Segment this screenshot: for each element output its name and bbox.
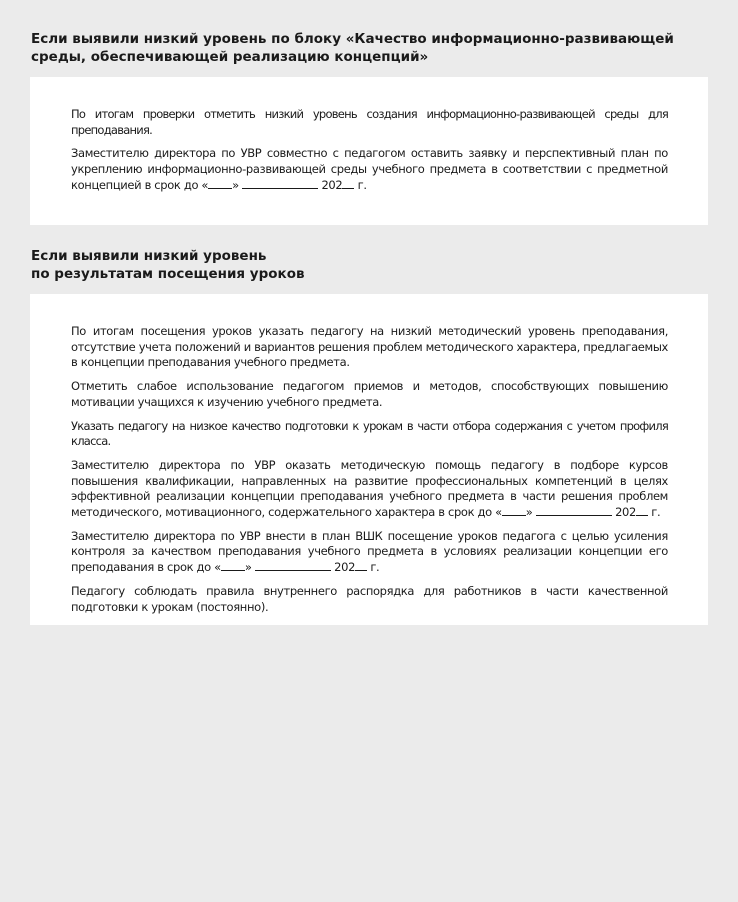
section-1-paragraph-1: По итогам проверки отметить низкий уровень создания информационно-развивающей среды для преподавания. [71, 107, 668, 137]
section-2-paragraph-4 [71, 458, 668, 521]
year-suffix: г. [370, 560, 380, 575]
section-2-title-line-1: Если выявили низкий уровень [31, 248, 267, 264]
section-2-paragraph-6: Педагогу соблюдать правила внутреннего распорядка для работников в части качественной подготовки к урокам (постоянно). [71, 583, 668, 614]
paragraph-text: Заместителю директора по УВР совместно с педагогом оставить заявку и перспективный план по укреплению информационно-развивающей среды учебного предмета в соответствии с предметной концепцией в срок [71, 146, 668, 192]
day-blank-line [221, 560, 245, 571]
date-prefix: до « [196, 560, 221, 575]
year-suffix: г. [357, 177, 367, 192]
section-1-panel [30, 77, 708, 225]
section-2-paragraph-2: Отметить слабое использование педагогом приемов и методов, способствующих повышению мотивации учащихся к изучению учебного предмета. [71, 379, 668, 409]
paragraph-text: Заместителю директора по УВР оказать методическую помощь педагогу в подборе курсов повышения квалификации, направленных на развитие профессиональных компетенций в целях эффективной реализации концепции преподавания учебного предмета в части решения проблем методического, мотивационного, содержательного характера в срок до « [71, 457, 668, 520]
section-1-title: Если выявили низкий уровень по блоку «Качество информационно-развивающей среды, обеспечивающей реализацию концепций» [31, 31, 674, 65]
section-2-panel [30, 294, 708, 625]
date-prefix: до « [183, 177, 209, 192]
year-prefix: 202 [615, 505, 636, 520]
month-blank-line [536, 505, 612, 516]
year-suffix: г. [651, 505, 661, 520]
date-quote-close: » [525, 505, 533, 520]
year-blank-line [636, 505, 648, 516]
day-blank-line [502, 505, 526, 516]
month-blank-line [255, 560, 331, 571]
paragraph-text: Заместителю директора по УВР внести в план ВШК посещение уроков педагога с целью усиления контроля за качеством преподавания учебного предмета в условиях реализации концепции его преподавания в срок [71, 528, 668, 575]
section-2-title-line-2: по результатам посещения уроков [31, 266, 305, 282]
year-prefix: 202 [321, 177, 343, 192]
section-2-title [31, 247, 431, 283]
section-2-paragraph-5 [71, 529, 668, 576]
section-1-paragraph-2 [71, 146, 668, 193]
section-2-paragraph-3: Указать педагогу на низкое качество подготовки к урокам в части отбора содержания с учетом профиля класса. [71, 418, 668, 449]
day-blank-line [208, 178, 232, 189]
year-blank-line [355, 560, 367, 571]
date-quote-close: » [244, 560, 252, 575]
year-prefix: 202 [334, 560, 356, 575]
section-2-paragraph-1: По итогам посещения уроков указать педагогу на низкий методический уровень преподавания, отсутствие учета положений и вариантов решения проблем методического характера, предлагаемых в концепции преподавания учебного предмета. [71, 324, 669, 370]
month-blank-line [242, 178, 318, 189]
date-quote-close: » [232, 177, 239, 192]
year-blank-line [342, 178, 354, 189]
